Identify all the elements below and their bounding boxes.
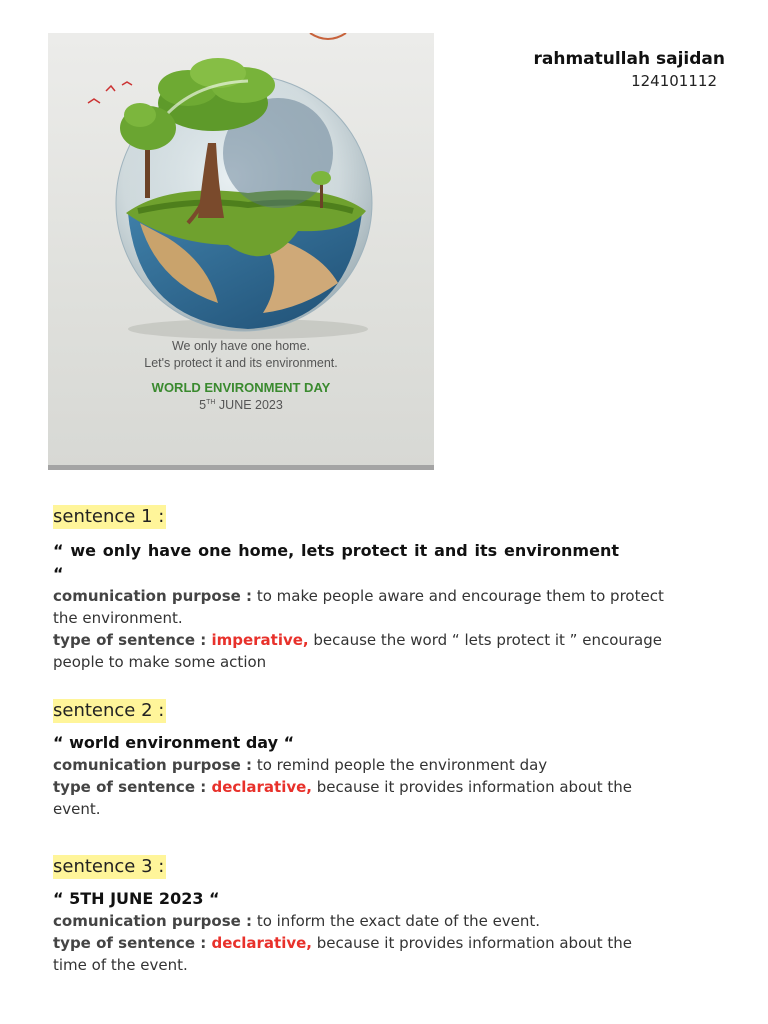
type-value: declarative,	[206, 934, 313, 952]
purpose-label: comunication purpose :	[53, 587, 253, 605]
type-value: imperative,	[206, 631, 309, 649]
type-reason: because it provides information about the event.	[53, 778, 633, 818]
sentence-3-section	[53, 855, 633, 976]
sentence-3-title: sentence 3 :	[53, 856, 165, 877]
purpose-label: comunication purpose :	[53, 756, 253, 774]
purpose-label: comunication purpose :	[53, 912, 253, 930]
type-label: type of sentence :	[53, 778, 207, 796]
sentence-2-section	[53, 699, 633, 820]
poster-caption-line-2: Let's protect it and its environment.	[144, 356, 338, 370]
sentence-1-title: sentence 1 :	[53, 506, 165, 527]
sentence-3-type	[53, 932, 668, 976]
type-reason: because it provides information about the time of the event.	[53, 934, 633, 974]
poster-date	[48, 398, 434, 412]
sentence-3-purpose	[53, 910, 668, 932]
sentence-1-section	[53, 505, 664, 673]
poster-caption-line-1: We only have one home.	[171, 339, 311, 353]
sentence-1-purpose	[53, 585, 668, 629]
sentence-3-quote: “ 5TH JUNE 2023 “	[53, 889, 220, 908]
poster-date-day: 5	[199, 398, 207, 412]
sentence-2-type	[53, 776, 668, 820]
purpose-text: to inform the exact date of the event.	[252, 912, 541, 930]
poster-bottom-bar	[48, 465, 434, 470]
poster-date-suffix: TH	[206, 398, 216, 406]
type-label: type of sentence :	[53, 934, 207, 952]
sentence-2-purpose	[53, 754, 668, 776]
type-label: type of sentence :	[53, 631, 207, 649]
environment-day-poster	[48, 33, 434, 470]
poster-date-rest: JUNE 2023	[215, 398, 283, 412]
sentence-2-title: sentence 2 :	[53, 700, 165, 721]
poster-event-title: WORLD ENVIRONMENT DAY	[151, 380, 331, 395]
sentence-1-quote: “ we only have one home, lets protect it and its environment “	[53, 541, 619, 583]
sentence-2-quote: “ world environment day “	[53, 733, 295, 752]
type-value: declarative,	[206, 778, 313, 796]
type-reason: because the word “ lets protect it ” encourage people to make some action	[53, 631, 662, 671]
author-name: rahmatullah sajidan	[533, 49, 725, 69]
purpose-text: to remind people the environment day	[252, 756, 548, 774]
sentence-1-type	[53, 629, 668, 673]
author-id: 124101112	[631, 72, 717, 90]
purpose-text: to make people aware and encourage them to protect the environment.	[53, 587, 664, 627]
